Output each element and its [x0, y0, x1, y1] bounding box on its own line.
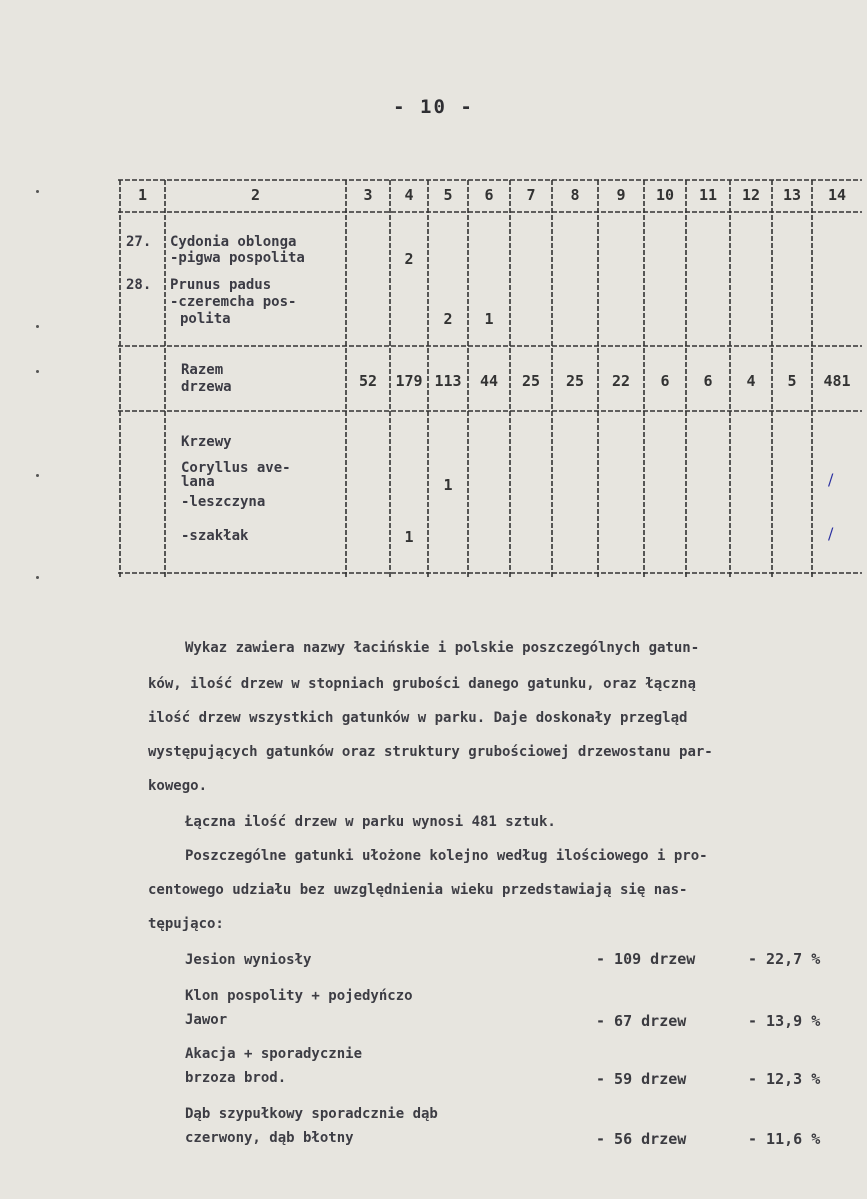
paragraph-line: centowego udziału bez uwzględnienia wieku przedstawiają się nas- [148, 882, 688, 898]
species-1-percent: - 22,7 % [748, 950, 821, 968]
paragraph-line: tępująco: [148, 916, 224, 932]
total-col13: 5 [787, 372, 797, 390]
total-label-1: Razem [181, 362, 224, 378]
col-header-9: 9 [616, 186, 626, 204]
species-2-percent: - 13,9 % [748, 1012, 821, 1030]
pen-mark-2: / [828, 524, 834, 543]
row-27-polish: -pigwa pospolita [170, 250, 305, 266]
total-col3: 52 [358, 372, 378, 390]
total-col8: 25 [565, 372, 585, 390]
shrub-1-latin-1: Coryllus ave- [181, 460, 291, 476]
paragraph-line: ilość drzew wszystkich gatunków w parku. Daje doskonały przegląd [148, 710, 688, 726]
margin-mark [36, 474, 39, 477]
species-4-name-2: czerwony, dąb błotny [185, 1130, 354, 1146]
species-2-count: - 67 drzew [596, 1012, 687, 1030]
col-header-11: 11 [698, 186, 718, 204]
row-28-col5: 2 [443, 310, 453, 328]
col-header-8: 8 [570, 186, 580, 204]
paragraph-line: występujących gatunków oraz struktury grubościowej drzewostanu par- [148, 744, 713, 760]
species-3-name-2: brzoza brod. [185, 1070, 287, 1086]
col-header-7: 7 [526, 186, 536, 204]
row-27-nr: 27. [126, 234, 152, 250]
shrub-1-col5: 1 [443, 476, 453, 494]
margin-mark [36, 576, 39, 579]
species-1-count: - 109 drzew [596, 950, 696, 968]
margin-mark [36, 325, 39, 328]
row-28-latin: Prunus padus [170, 277, 272, 293]
total-col6: 44 [479, 372, 499, 390]
species-4-percent: - 11,6 % [748, 1130, 821, 1148]
total-label-2: drzewa [181, 379, 232, 395]
shrub-2-polish: -szakłak [181, 528, 249, 544]
col-header-4: 4 [404, 186, 414, 204]
shrub-1-latin-2: lana [181, 474, 215, 490]
col-header-6: 6 [484, 186, 494, 204]
col-header-10: 10 [655, 186, 675, 204]
species-2-name-1: Klon pospolity + pojedyńczo [185, 988, 413, 1004]
col-header-14: 14 [827, 186, 847, 204]
col-header-5: 5 [443, 186, 453, 204]
paragraph-line: Łączna ilość drzew w parku wynosi 481 sztuk. [185, 814, 556, 830]
col-header-12: 12 [741, 186, 761, 204]
shrub-2-col4: 1 [404, 528, 414, 546]
col-header-13: 13 [782, 186, 802, 204]
species-4-count: - 56 drzew [596, 1130, 687, 1148]
total-col10: 6 [660, 372, 670, 390]
total-col4: 179 [395, 372, 423, 390]
row-28-polish-2: polita [180, 311, 231, 327]
total-col12: 4 [746, 372, 756, 390]
species-3-name-1: Akacja + sporadycznie [185, 1046, 363, 1062]
page-number: - 10 - [393, 96, 474, 118]
row-28-polish-1: -czeremcha pos- [170, 294, 297, 310]
total-col5: 113 [434, 372, 462, 390]
species-3-percent: - 12,3 % [748, 1070, 821, 1088]
total-col14: 481 [823, 372, 851, 390]
paragraph-line: Wykaz zawiera nazwy łacińskie i polskie poszczególnych gatun- [185, 640, 700, 656]
species-4-name-1: Dąb szypułkowy sporadcznie dąb [185, 1106, 438, 1122]
row-28-nr: 28. [126, 277, 152, 293]
species-2-name-2: Jawor [185, 1012, 228, 1028]
total-col11: 6 [703, 372, 713, 390]
species-3-count: - 59 drzew [596, 1070, 687, 1088]
paragraph-line: ków, ilość drzew w stopniach grubości danego gatunku, oraz łączną [148, 676, 696, 692]
species-1-name: Jesion wyniosły [185, 952, 312, 968]
row-27-latin: Cydonia oblonga [170, 234, 297, 250]
total-col7: 25 [521, 372, 541, 390]
shrubs-heading: Krzewy [181, 434, 232, 450]
col-header-3: 3 [363, 186, 373, 204]
pen-mark-1: / [828, 470, 834, 489]
paragraph-line: Poszczególne gatunki ułożone kolejno według ilościowego i pro- [185, 848, 708, 864]
row-28-col6: 1 [484, 310, 494, 328]
col-header-2: 2 [250, 186, 261, 204]
col-header-1: 1 [137, 186, 148, 204]
row-27-col4: 2 [404, 250, 414, 268]
total-col9: 22 [611, 372, 631, 390]
shrub-1-polish: -leszczyna [181, 494, 266, 510]
margin-mark [36, 190, 39, 193]
paragraph-line: kowego. [148, 778, 208, 794]
margin-mark [36, 370, 39, 373]
